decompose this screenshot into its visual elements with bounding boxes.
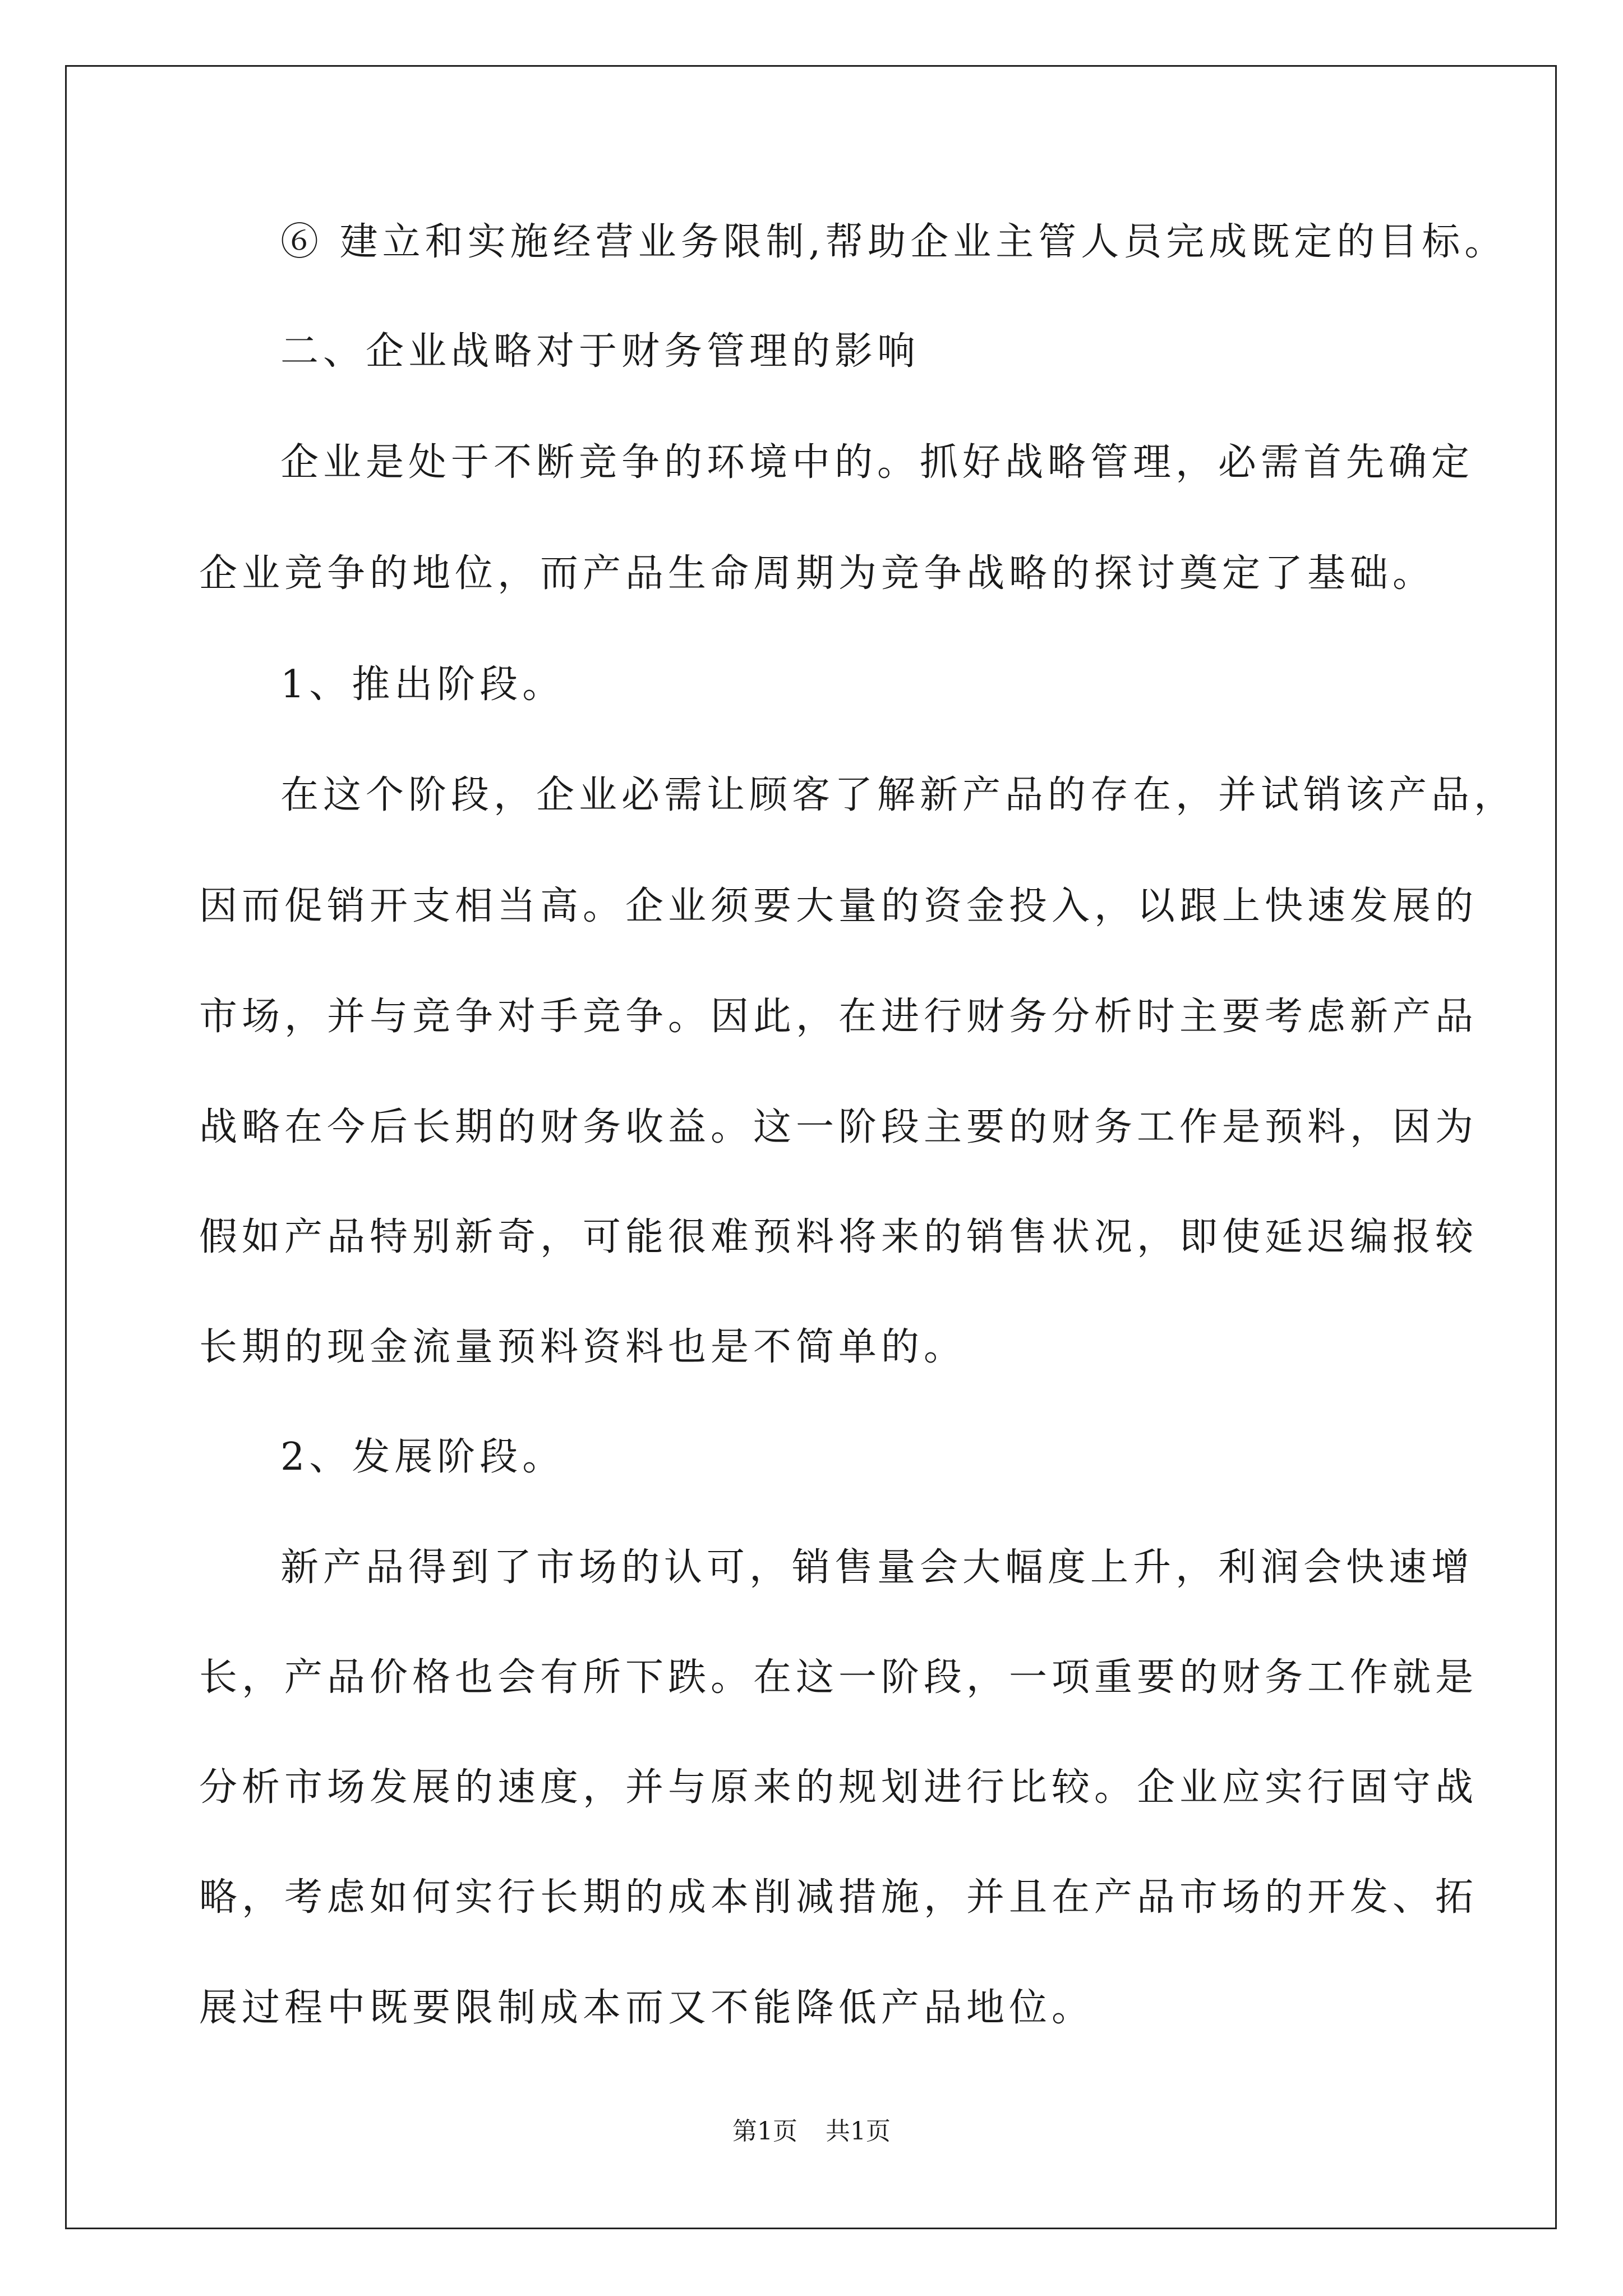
body-line: 长，产品价格也会有所下跌。在这一阶段，一项重要的财务工作就是: [199, 1655, 1478, 1700]
body-line: 分析市场发展的速度，并与原来的规划进行比较。企业应实行固守战: [199, 1765, 1478, 1810]
page-number-total: 共1页: [826, 2117, 891, 2146]
body-line: 新产品得到了市场的认可，销售量会大幅度上升，利润会快速增: [280, 1545, 1474, 1590]
subsection-heading: 2、发展阶段。: [280, 1435, 565, 1479]
body-line: 市场，并与竞争对手竞争。因此，在进行财务分析时主要考虑新产品: [199, 995, 1478, 1039]
body-line: 假如产品特别新奇，可能很难预料将来的销售状况，即使延迟编报较: [199, 1215, 1478, 1259]
page-footer: [0, 2116, 1623, 2147]
body-line: 因而促销开支相当高。企业须要大量的资金投入，以跟上快速发展的: [199, 884, 1478, 928]
body-line: 在这个阶段，企业必需让顾客了解新产品的存在，并试销该产品，: [280, 773, 1517, 817]
page-number-current: 第1页: [732, 2117, 797, 2146]
body-line: 战略在今后长期的财务收益。这一阶段主要的财务工作是预料，因为: [199, 1105, 1478, 1149]
subsection-heading: 1、推出阶段。: [280, 662, 565, 707]
section-heading: 二、企业战略对于财务管理的影响: [280, 329, 920, 374]
body-line: 长期的现金流量预料资料也是不简单的。: [199, 1325, 967, 1369]
body-line: 略，考虑如何实行长期的成本削减措施，并且在产品市场的开发、拓: [199, 1875, 1478, 1920]
body-line: 企业是处于不断竞争的环境中的。抓好战略管理，必需首先确定: [280, 440, 1474, 485]
body-line: ⑥ 建立和实施经营业务限制,帮助企业主管人员完成既定的目标。: [280, 220, 1507, 264]
body-line: 展过程中既要限制成本而又不能降低产品地位。: [199, 1986, 1095, 2030]
body-line: 企业竞争的地位，而产品生命周期为竞争战略的探讨奠定了基础。: [199, 551, 1436, 596]
